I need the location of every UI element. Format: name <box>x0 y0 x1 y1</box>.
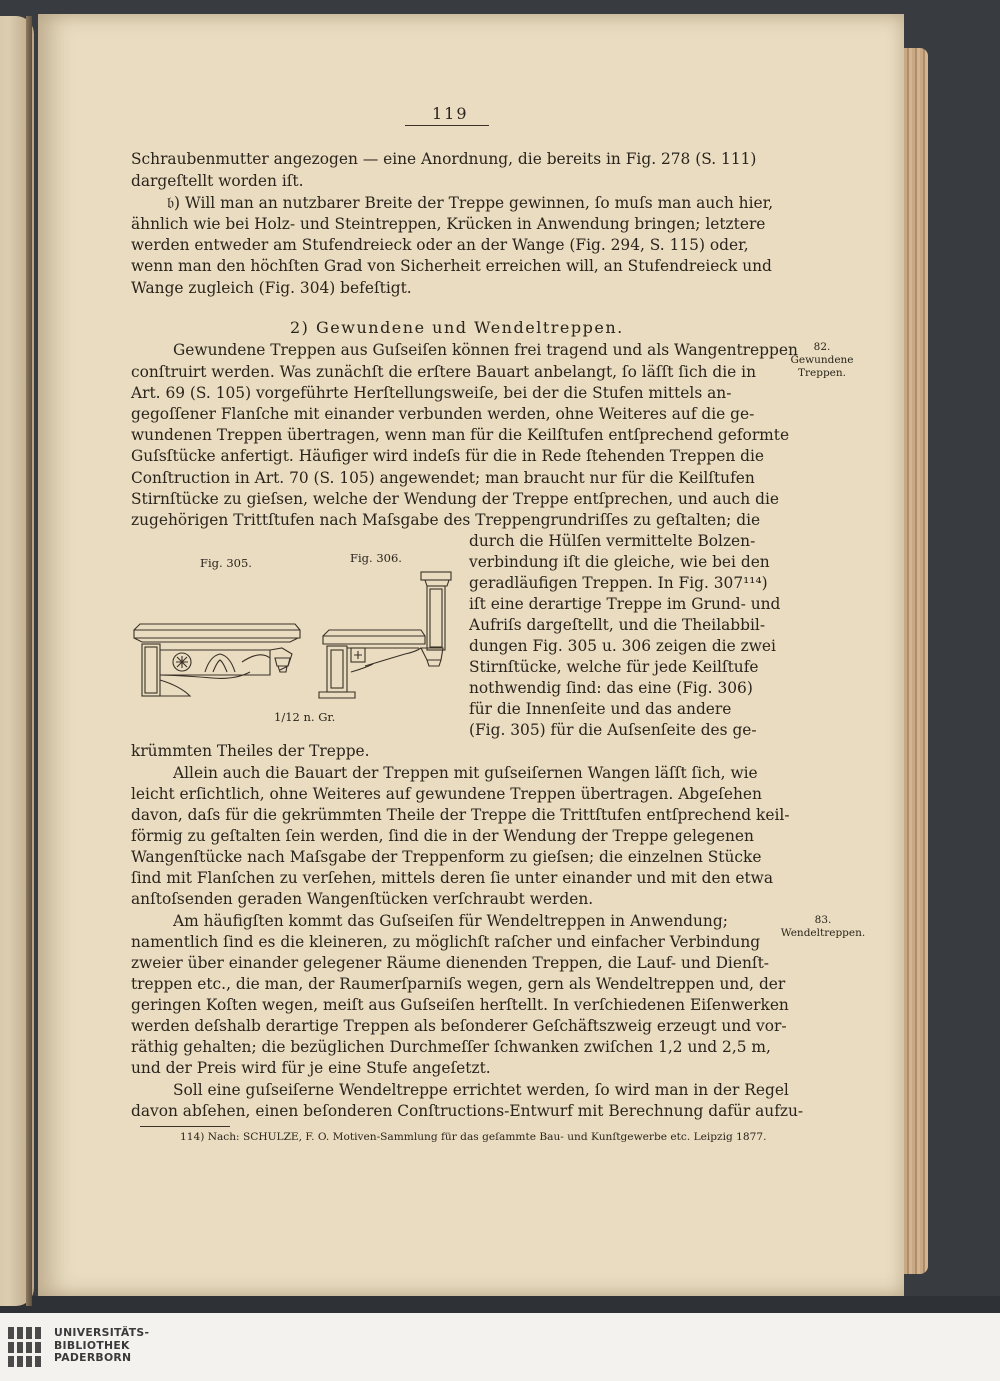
text-line: und der Preis wird für je eine Stufe angeſetzt. <box>131 1059 491 1077</box>
margin-note-number: 82. <box>813 341 831 353</box>
text-line: wenn man den höchſten Grad von Sicherheit erreichen will, an Stufendreieck und <box>131 257 772 275</box>
page-number-rule <box>405 125 489 126</box>
text-line: (Fig. 305) für die Auſsenſeite des ge- <box>469 721 757 739</box>
text-line: conſtruirt werden. Was zunächſt die erſtere Bauart anbelangt, ſo läſſt ſich die in <box>131 363 757 381</box>
book-cover-bottom <box>0 1296 1000 1313</box>
text-line: werden deſshalb derartige Treppen als beſonderer Geſchäftszweig erzeugt und vor- <box>131 1017 787 1035</box>
text-line: räthig gehalten; die bezüglichen Durchmeſſer ſchwanken zwiſchen 1,2 und 2,5 m, <box>131 1038 771 1056</box>
text-line: dungen Fig. 305 u. 306 zeigen die zwei <box>469 637 776 655</box>
footnote-rule <box>140 1126 230 1127</box>
margin-note-83 <box>778 914 868 940</box>
text-line: iſt eine derartige Treppe im Grund- und <box>469 595 781 613</box>
text-line: Conſtruction in Art. 70 (S. 105) angewendet; man braucht nur für die Keilſtufen <box>131 469 755 487</box>
figure-scale: 1/12 n. Gr. <box>274 710 336 724</box>
text-line: geringen Koſten wegen, meiſt aus Guſseiſen herſtellt. In verſchiedenen Eiſenwerken <box>131 996 789 1014</box>
logo-line: BIBLIOTHEK <box>54 1338 130 1352</box>
text-line: ähnlich wie bei Holz- und Steintreppen, Krücken in Anwendung bringen; letztere <box>131 215 766 233</box>
figure-306-caption: Fig. 306. <box>350 551 402 565</box>
section-heading: 2) Gewundene und Wendeltreppen. <box>290 318 624 337</box>
text-line: werden entweder am Stufendreieck oder an der Wange (Fig. 294, S. 115) oder, <box>131 236 749 254</box>
text-line: geradläufigen Treppen. In Fig. 307¹¹⁴) <box>469 574 768 592</box>
logo-line: UNIVERSITÄTS- <box>54 1326 150 1339</box>
text-line: Soll eine guſseiſerne Wendeltreppe errichtet werden, ſo wird man in der Regel <box>173 1081 789 1099</box>
text-line: ſind mit Flanſchen zu verſehen, mittels deren ſie unter einander und mit den etwa <box>131 869 774 887</box>
text-line: treppen etc., die man, der Raumerſparniſs wegen, gern als Wendeltreppen und, der <box>131 975 786 993</box>
margin-note-line: Wendeltreppen. <box>780 927 866 939</box>
text-line: förmig zu geſtalten ſein werden, ſind die in der Wendung der Treppe gelegenen <box>131 827 754 845</box>
text-line: Wange zugleich (Fig. 304) befeſtigt. <box>131 279 412 297</box>
text-line: Gewundene Treppen aus Guſseiſen können frei tragend und als Wangentreppen <box>173 341 798 359</box>
figure-305-caption: Fig. 305. <box>200 556 252 570</box>
text-line: Stirnſtücke, welche für jede Keilſtufe <box>469 658 759 676</box>
margin-note-line: Gewundene <box>790 354 854 366</box>
text-line: 𝔟) Will man an nutzbarer Breite der Treppe gewinnen, ſo muſs man auch hier, <box>167 194 774 212</box>
text-line: Wangenſtücke nach Maſsgabe der Treppenform zu gieſsen; die einzelnen Stücke <box>131 848 762 866</box>
margin-note-82 <box>782 341 862 380</box>
text-line: krümmten Theiles der Treppe. <box>131 742 370 760</box>
text-line: zugehörigen Trittſtufen nach Maſsgabe des Treppengrundriſſes zu geſtalten; die <box>131 511 761 529</box>
text-line: durch die Hülſen vermittelte Bolzen- <box>469 532 756 550</box>
margin-note-line: Treppen. <box>798 367 846 379</box>
text-line: davon, daſs für die gekrümmten Theile der Treppe die Trittſtufen entſprechend keil- <box>131 806 790 824</box>
text-line: zweier über einander gelegener Räume dienenden Treppen, die Lauf- und Dienſt- <box>131 954 769 972</box>
page-number: 119 <box>432 104 469 123</box>
text-line: dargeſtellt worden iſt. <box>131 172 304 190</box>
text-line: leicht erſichtlich, ohne Weiteres auf gewundene Treppen übertragen. Abgeſehen <box>131 785 762 803</box>
text-line: nothwendig ſind: das eine (Fig. 306) <box>469 679 753 697</box>
text-line: davon abſehen, einen beſonderen Conſtructions-Entwurf mit Berechnung dafür aufzu- <box>131 1102 804 1120</box>
text-line: anſtoſsenden geraden Wangenſtücken verſchraubt werden. <box>131 890 594 908</box>
text-line: Allein auch die Bauart der Treppen mit guſseiſernen Wangen läſſt ſich, wie <box>173 764 758 782</box>
text-line: namentlich ſind es die kleineren, zu möglichſt raſcher und einfacher Verbindung <box>131 933 761 951</box>
text-line: wundenen Treppen übertragen, wenn man für die Keilſtufen entſprechend geformte <box>131 426 790 444</box>
text-line: Schraubenmutter angezogen — eine Anordnung, die bereits in Fig. 278 (S. 111) <box>131 150 757 168</box>
book-gutter <box>26 16 32 1306</box>
text-line: gegoſſener Flanſche mit einander verbunden werden, ohne Weiteres auf die ge- <box>131 405 755 423</box>
university-library-logo-text <box>54 1327 149 1365</box>
text-line: Stirnſtücke zu gieſsen, welche der Wendung der Treppe entſprechen, und auch die <box>131 490 779 508</box>
figure-305-drawing <box>130 620 305 704</box>
text-line: Aufriſs dargeſtellt, und die Theilabbil- <box>469 616 766 634</box>
margin-note-number: 83. <box>814 914 832 926</box>
text-line: Am häufigſten kommt das Guſseiſen für Wendeltreppen in Anwendung; <box>173 912 728 930</box>
text-line: für die Innenſeite und das andere <box>469 700 732 718</box>
logo-line: PADERBORN <box>54 1351 132 1364</box>
footnote: 114) Nach: SCHULZE, F. O. Motiven-Sammlung für das geſammte Bau- und Kunſtgewerbe etc. Leipzig 1877. <box>180 1131 767 1143</box>
text-line: Guſsſtücke anfertigt. Häufiger wird indeſs für die in Rede ſtehenden Treppen die <box>131 447 765 465</box>
text-line: Art. 69 (S. 105) vorgeführte Herſtellungsweiſe, bei der die Stufen mittels an- <box>131 384 732 402</box>
figure-306-drawing <box>315 568 460 702</box>
university-library-logo-icon <box>6 1325 44 1369</box>
text-line: verbindung iſt die gleiche, wie bei den <box>469 553 770 571</box>
